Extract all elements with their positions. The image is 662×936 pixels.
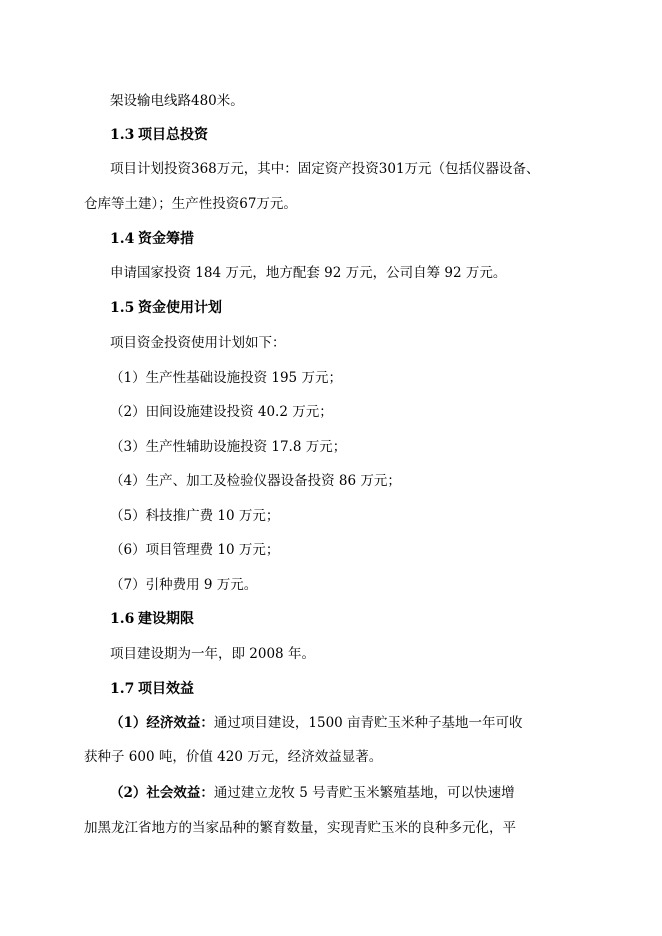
section-title: 项目效益 (138, 681, 194, 697)
benefit-label: （2）社会效益： (110, 785, 214, 801)
section-number: 1.6 (110, 611, 135, 627)
text-line: 申请国家投资 184 万元，地方配套 92 万元，公司自筹 92 万元。 (110, 265, 507, 281)
paragraph-social-benefit (110, 784, 515, 802)
list-item: （2）田间设施建设投资 40.2 万元； (110, 404, 333, 420)
text-line: 架设输电线路480米。 (110, 93, 244, 109)
text-line: 项目资金投资使用计划如下： (110, 335, 286, 351)
text-line: 仓库等土建）；生产性投资67万元。 (84, 196, 297, 212)
section-number: 1.5 (110, 300, 135, 316)
section-title: 项目总投资 (138, 127, 208, 143)
text-line: 项目建设期为一年，即 2008 年。 (110, 646, 315, 662)
section-heading-1-3 (110, 126, 208, 144)
list-item: （5）科技推广费 10 万元； (110, 508, 280, 524)
list-item: （3）生产性辅助设施投资 17.8 万元； (110, 439, 347, 455)
section-title: 资金使用计划 (138, 300, 222, 316)
section-title: 资金筹措 (138, 231, 194, 247)
text-line: 项目计划投资368万元，其中：固定资产投资301万元（包括仪器设备、 (110, 161, 540, 177)
benefit-label: （1）经济效益： (110, 715, 214, 731)
list-item: （6）项目管理费 10 万元； (110, 542, 280, 558)
list-item: （7）引种费用 9 万元。 (110, 577, 258, 593)
section-number: 1.4 (110, 231, 135, 247)
section-title: 建设期限 (138, 611, 194, 627)
benefit-text: 通过建立龙牧 5 号青贮玉米繁殖基地，可以快速增 (213, 785, 515, 801)
section-heading-1-5 (110, 299, 222, 317)
text-line: 获种子 600 吨，价值 420 万元，经济效益显著。 (84, 749, 383, 765)
list-item: （1）生产性基础设施投资 195 万元； (110, 370, 342, 386)
section-number: 1.7 (110, 681, 135, 697)
paragraph-economic-benefit (110, 714, 523, 732)
text-line: 加黑龙江省地方的当家品种的繁育数量，实现青贮玉米的良种多元化，平 (84, 820, 516, 836)
section-heading-1-7 (110, 680, 194, 698)
section-heading-1-6 (110, 610, 194, 628)
section-heading-1-4 (110, 230, 194, 248)
benefit-text: 通过项目建设，1500 亩青贮玉米种子基地一年可收 (213, 715, 523, 731)
list-item: （4）生产、加工及检验仪器设备投资 86 万元； (110, 473, 401, 489)
section-number: 1.3 (110, 127, 135, 143)
